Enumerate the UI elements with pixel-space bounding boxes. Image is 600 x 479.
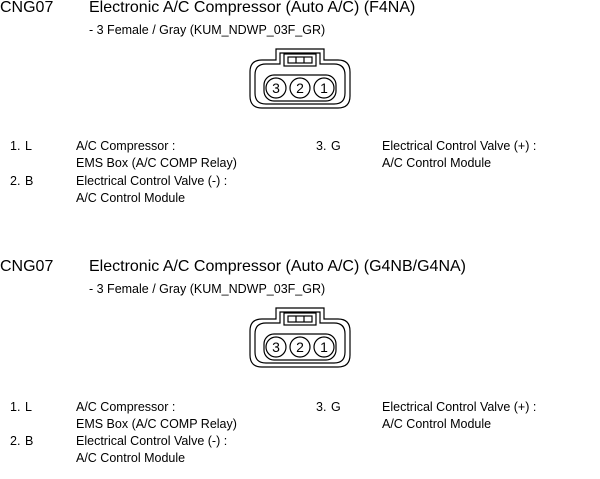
pin-label: 1	[320, 339, 328, 355]
connector-title: Electronic A/C Compressor (Auto A/C) (G4NB/G4NA)	[89, 258, 466, 275]
connector-section-g4nb-g4na	[0, 259, 600, 479]
pin-wire-color: G	[331, 139, 341, 153]
latch-inner	[288, 316, 312, 322]
pin-description-line: EMS Box (A/C COMP Relay)	[76, 417, 237, 431]
pin-description-line: A/C Control Module	[382, 417, 492, 431]
pin-description-line: Electrical Control Valve (+) :	[382, 139, 537, 153]
latch-outer	[284, 313, 316, 325]
pin-number: 3.	[316, 400, 327, 414]
pin-number: 1.	[10, 139, 21, 153]
pin-number: 2.	[10, 434, 21, 448]
pin-description-line: Electrical Control Valve (-) :	[76, 434, 228, 448]
pin-wire-color: B	[25, 174, 34, 188]
connector-code: CNG07	[0, 0, 54, 16]
connector-subtitle: - 3 Female / Gray (KUM_NDWP_03F_GR)	[89, 282, 326, 296]
connector-section-f4na	[0, 0, 600, 220]
connector-diagram	[246, 305, 354, 371]
pin-wire-color: B	[25, 434, 34, 448]
pin-wire-color: L	[25, 139, 32, 153]
pin-number: 2.	[10, 174, 21, 188]
latch-inner	[288, 57, 312, 63]
pin-description-line: Electrical Control Valve (-) :	[76, 174, 228, 188]
pin-label: 2	[296, 339, 304, 355]
pin-description-line: EMS Box (A/C COMP Relay)	[76, 156, 237, 170]
connector-title: Electronic A/C Compressor (Auto A/C) (F4NA)	[89, 0, 416, 16]
latch-outer	[284, 54, 316, 66]
connector-code: CNG07	[0, 258, 54, 275]
pin-wire-color: G	[331, 400, 341, 414]
pin-label: 2	[296, 80, 304, 96]
connector-subtitle: - 3 Female / Gray (KUM_NDWP_03F_GR)	[89, 23, 326, 37]
pin-description-line: A/C Control Module	[382, 156, 492, 170]
pin-number: 3.	[316, 139, 327, 153]
pin-label: 3	[272, 339, 280, 355]
pin-label: 3	[272, 80, 280, 96]
pin-description-line: A/C Control Module	[76, 191, 186, 205]
pin-description-line: A/C Compressor :	[76, 139, 176, 153]
pin-description-line: A/C Control Module	[76, 451, 186, 465]
pin-description-line: A/C Compressor :	[76, 400, 176, 414]
pin-number: 1.	[10, 400, 21, 414]
pin-description-line: Electrical Control Valve (+) :	[382, 400, 537, 414]
pin-label: 1	[320, 80, 328, 96]
connector-diagram	[246, 46, 354, 112]
pin-wire-color: L	[25, 400, 32, 414]
